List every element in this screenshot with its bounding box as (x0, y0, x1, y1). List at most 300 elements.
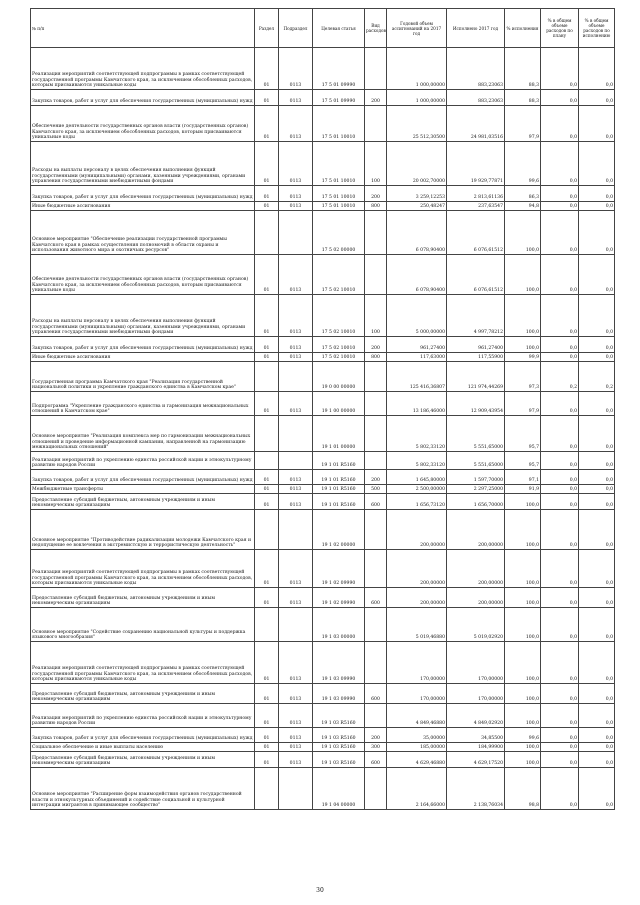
row-target-article: 19 0 00 00000 (313, 362, 365, 392)
header-target-article: Целевая статья (313, 9, 365, 48)
row-annual-plan: 6 078,90400 (387, 255, 447, 295)
row-podrazdel: 0113 (279, 470, 313, 485)
row-expense-type: 600 (365, 588, 387, 608)
row-executed: 6 076,61512 (447, 255, 505, 295)
row-razdel: 01 (255, 588, 279, 608)
row-percent-executed: 100,0 (505, 752, 541, 768)
row-target-article: 19 1 02 09990 (313, 588, 365, 608)
row-share-plan: 0,0 (541, 392, 579, 416)
row-target-article: 19 1 01 R5160 (313, 470, 365, 485)
row-target-article: 19 1 04 00000 (313, 768, 365, 810)
row-target-article: 19 1 03 R5160 (313, 704, 365, 728)
row-name: Основное мероприятие "Противодействие радикализации молодежи Камчатского края и недопущение ее вовлечения в экстремистскую и террористическую деятельность" (31, 510, 255, 550)
row-name: Государственная программа Камчатского края "Реализация государственной национальной политики и укрепление гражданского единства в Камчатском крае" (31, 362, 255, 392)
row-expense-type: 800 (365, 202, 387, 211)
row-executed: 12 909,43954 (447, 392, 505, 416)
row-expense-type: 600 (365, 684, 387, 704)
row-annual-plan: 200,00000 (387, 588, 447, 608)
row-podrazdel: 0113 (279, 186, 313, 202)
row-executed: 1 656,70000 (447, 494, 505, 510)
row-share-plan: 0,0 (541, 728, 579, 743)
row-razdel (255, 608, 279, 642)
row-share-plan: 0,0 (541, 704, 579, 728)
row-target-article: 17 5 01 10010 (313, 106, 365, 142)
row-percent-executed: 97,9 (505, 106, 541, 142)
table-row (31, 295, 615, 337)
header-percent-executed: % исполнения (505, 9, 541, 48)
row-annual-plan: 2 164,66000 (387, 768, 447, 810)
row-podrazdel: 0113 (279, 642, 313, 684)
row-razdel (255, 416, 279, 452)
row-percent-executed: 100,0 (505, 337, 541, 353)
row-podrazdel (279, 608, 313, 642)
row-annual-plan: 6 078,90400 (387, 211, 447, 255)
row-expense-type (365, 642, 387, 684)
row-target-article: 17 5 02 00000 (313, 211, 365, 255)
row-share-executed: 0,0 (579, 642, 615, 684)
table-row (31, 211, 615, 255)
row-share-executed: 0,0 (579, 752, 615, 768)
row-podrazdel: 0113 (279, 392, 313, 416)
row-expense-type: 200 (365, 470, 387, 485)
row-executed: 170,00000 (447, 684, 505, 704)
row-percent-executed: 100,0 (505, 704, 541, 728)
table-header-row (31, 9, 615, 48)
row-podrazdel: 0113 (279, 90, 313, 106)
row-executed: 883,23063 (447, 48, 505, 90)
row-expense-type (365, 362, 387, 392)
row-share-plan: 0,0 (541, 255, 579, 295)
row-expense-type: 800 (365, 353, 387, 362)
header-share-plan: % в общем объеме расходов по плану (541, 9, 579, 48)
row-razdel: 01 (255, 142, 279, 186)
table-row (31, 684, 615, 704)
table-row (31, 494, 615, 510)
row-expense-type (365, 392, 387, 416)
row-share-executed: 0,0 (579, 337, 615, 353)
row-percent-executed: 97,3 (505, 362, 541, 392)
table-row (31, 142, 615, 186)
row-share-executed: 0,0 (579, 494, 615, 510)
table-row (31, 337, 615, 353)
row-executed: 24 981,03516 (447, 106, 505, 142)
row-annual-plan: 13 186,46000 (387, 392, 447, 416)
row-share-plan: 0,0 (541, 470, 579, 485)
row-percent-executed: 100,0 (505, 510, 541, 550)
row-annual-plan: 185,00000 (387, 743, 447, 752)
row-share-executed: 0,0 (579, 588, 615, 608)
row-razdel: 01 (255, 255, 279, 295)
row-executed: 2 297,25000 (447, 485, 505, 494)
row-razdel: 01 (255, 337, 279, 353)
row-name: Межбюджетные трансферты (31, 485, 255, 494)
row-name: Социальное обеспечение и иные выплаты населению (31, 743, 255, 752)
row-podrazdel: 0113 (279, 485, 313, 494)
row-target-article: 19 1 03 R5160 (313, 743, 365, 752)
row-share-executed: 0,0 (579, 392, 615, 416)
row-razdel: 01 (255, 90, 279, 106)
table-row (31, 743, 615, 752)
row-executed: 200,00000 (447, 588, 505, 608)
row-annual-plan: 4 849,46880 (387, 704, 447, 728)
row-razdel (255, 362, 279, 392)
row-name: Реализация мероприятий по укреплению единства российской нации и этнокультурному развитию народов России (31, 452, 255, 470)
row-percent-executed: 99,9 (505, 353, 541, 362)
row-expense-type: 300 (365, 743, 387, 752)
row-expense-type: 200 (365, 90, 387, 106)
row-name: Иные бюджетные ассигнования (31, 202, 255, 211)
row-share-plan: 0,0 (541, 608, 579, 642)
row-expense-type (365, 768, 387, 810)
row-expense-type (365, 608, 387, 642)
header-annual-plan: Годовой объем ассигнований на 2017 год (387, 9, 447, 48)
table-row (31, 510, 615, 550)
row-podrazdel (279, 211, 313, 255)
row-percent-executed: 95,7 (505, 452, 541, 470)
table-row (31, 642, 615, 684)
row-razdel: 01 (255, 704, 279, 728)
row-name: Расходы на выплаты персоналу в целях обеспечения выполнения функций государственными (муниципальными) органами, казенными учреждениями, органами управления государственными внебюджетными фондами (31, 142, 255, 186)
header-expense-type: Вид расходов (365, 9, 387, 48)
row-executed: 34,85500 (447, 728, 505, 743)
row-executed: 184,99900 (447, 743, 505, 752)
table-row (31, 202, 615, 211)
table-row (31, 106, 615, 142)
row-annual-plan: 1 645,80000 (387, 470, 447, 485)
row-share-plan: 0,0 (541, 752, 579, 768)
row-share-plan: 0,0 (541, 684, 579, 704)
row-share-executed: 0,0 (579, 416, 615, 452)
table-row (31, 728, 615, 743)
row-name: Предоставление субсидий бюджетным, автономным учреждениям и иным некоммерческим организациям (31, 752, 255, 768)
row-share-plan: 0,0 (541, 142, 579, 186)
row-executed: 5 551,65000 (447, 416, 505, 452)
page-number: 30 (316, 887, 324, 894)
row-name: Расходы на выплаты персоналу в целях обеспечения выполнения функций государственными (муниципальными) органами, казенными учреждениями, органами управления государственными внебюджетными фондами (31, 295, 255, 337)
row-annual-plan: 250,48247 (387, 202, 447, 211)
row-annual-plan: 3 259,12253 (387, 186, 447, 202)
row-share-executed: 0,0 (579, 485, 615, 494)
row-percent-executed: 100,0 (505, 684, 541, 704)
row-target-article: 17 5 01 09990 (313, 48, 365, 90)
row-podrazdel (279, 768, 313, 810)
row-name: Предоставление субсидий бюджетным, автономным учреждениям и иным некоммерческим организациям (31, 684, 255, 704)
row-share-plan: 0,0 (541, 494, 579, 510)
row-executed: 6 076,61512 (447, 211, 505, 255)
row-percent-executed: 100,0 (505, 642, 541, 684)
row-executed: 237,63547 (447, 202, 505, 211)
row-podrazdel: 0113 (279, 353, 313, 362)
row-share-executed: 0,0 (579, 608, 615, 642)
row-target-article: 19 1 00 00000 (313, 392, 365, 416)
table-row (31, 470, 615, 485)
row-podrazdel: 0113 (279, 295, 313, 337)
row-podrazdel: 0113 (279, 337, 313, 353)
row-target-article: 19 1 03 00000 (313, 608, 365, 642)
row-share-executed: 0,0 (579, 211, 615, 255)
row-name: Закупка товаров, работ и услуг для обеспечения государственных (муниципальных) нужд (31, 90, 255, 106)
table-row (31, 485, 615, 494)
row-share-plan: 0,0 (541, 550, 579, 588)
row-share-executed: 0,0 (579, 550, 615, 588)
row-razdel: 01 (255, 106, 279, 142)
row-percent-executed: 99,6 (505, 142, 541, 186)
row-share-executed: 0,0 (579, 510, 615, 550)
row-target-article: 19 1 03 09990 (313, 642, 365, 684)
row-name: Иные бюджетные ассигнования (31, 353, 255, 362)
row-target-article: 17 5 02 10010 (313, 337, 365, 353)
row-expense-type: 600 (365, 752, 387, 768)
row-percent-executed: 100,0 (505, 211, 541, 255)
row-name: Реализация мероприятий соответствующей подпрограммы в рамках соответствующей государственной программы Камчатского края, за исключением обособленных расходов, которым присваиваются уникальные коды (31, 642, 255, 684)
row-annual-plan: 170,00000 (387, 684, 447, 704)
row-razdel: 01 (255, 550, 279, 588)
row-share-executed: 0,0 (579, 768, 615, 810)
row-podrazdel (279, 362, 313, 392)
row-target-article: 17 5 02 10010 (313, 255, 365, 295)
row-executed: 200,00000 (447, 550, 505, 588)
row-podrazdel: 0113 (279, 48, 313, 90)
row-annual-plan: 125 416,36807 (387, 362, 447, 392)
row-executed: 2 813,61136 (447, 186, 505, 202)
row-percent-executed: 100,0 (505, 494, 541, 510)
row-expense-type: 200 (365, 186, 387, 202)
row-expense-type: 500 (365, 485, 387, 494)
row-annual-plan: 4 629,46880 (387, 752, 447, 768)
row-share-plan: 0,0 (541, 353, 579, 362)
row-percent-executed: 98,8 (505, 768, 541, 810)
row-annual-plan: 35,00000 (387, 728, 447, 743)
table-row (31, 768, 615, 810)
row-share-plan: 0,0 (541, 211, 579, 255)
row-share-plan: 0,0 (541, 202, 579, 211)
row-executed: 5 019,02920 (447, 608, 505, 642)
row-executed: 117,55900 (447, 353, 505, 362)
row-razdel (255, 510, 279, 550)
row-podrazdel: 0113 (279, 550, 313, 588)
row-share-executed: 0,0 (579, 452, 615, 470)
row-razdel: 01 (255, 202, 279, 211)
row-share-plan: 0,0 (541, 186, 579, 202)
row-share-plan: 0,0 (541, 295, 579, 337)
row-percent-executed: 91,9 (505, 485, 541, 494)
row-annual-plan: 2 500,00000 (387, 485, 447, 494)
row-podrazdel (279, 510, 313, 550)
row-target-article: 17 5 02 10010 (313, 295, 365, 337)
row-percent-executed: 95,7 (505, 416, 541, 452)
row-target-article: 19 1 01 R5160 (313, 452, 365, 470)
row-expense-type (365, 550, 387, 588)
row-executed: 200,00000 (447, 510, 505, 550)
row-podrazdel: 0113 (279, 255, 313, 295)
row-name: Реализация мероприятий соответствующей подпрограммы в рамках соответствующей государственной программы Камчатского края, за исключением обособленных расходов, которым присваиваются уникальные коды (31, 550, 255, 588)
row-percent-executed: 100,0 (505, 295, 541, 337)
row-share-plan: 0,0 (541, 106, 579, 142)
row-target-article: 19 1 03 R5160 (313, 752, 365, 768)
row-expense-type (365, 452, 387, 470)
row-annual-plan: 200,00000 (387, 550, 447, 588)
row-expense-type (365, 211, 387, 255)
row-podrazdel (279, 416, 313, 452)
row-percent-executed: 100,0 (505, 550, 541, 588)
budget-execution-table (30, 8, 615, 810)
header-share-executed: % в общем объеме расходов по исполнению (579, 9, 615, 48)
row-expense-type (365, 510, 387, 550)
row-target-article: 17 5 02 10010 (313, 353, 365, 362)
table-row (31, 452, 615, 470)
table-row (31, 392, 615, 416)
row-razdel: 01 (255, 186, 279, 202)
row-executed: 4 849,02920 (447, 704, 505, 728)
row-razdel: 01 (255, 728, 279, 743)
row-share-plan: 0,0 (541, 510, 579, 550)
row-percent-executed: 100,0 (505, 743, 541, 752)
row-percent-executed: 97,9 (505, 392, 541, 416)
row-share-plan: 0,0 (541, 588, 579, 608)
row-podrazdel: 0113 (279, 752, 313, 768)
row-target-article: 17 5 01 10010 (313, 186, 365, 202)
row-expense-type (365, 255, 387, 295)
table-row (31, 550, 615, 588)
row-percent-executed: 99,6 (505, 728, 541, 743)
row-razdel (255, 768, 279, 810)
row-share-executed: 0,0 (579, 90, 615, 106)
row-target-article: 17 5 01 10010 (313, 202, 365, 211)
row-annual-plan: 1 000,00000 (387, 90, 447, 106)
row-razdel: 01 (255, 743, 279, 752)
row-expense-type (365, 416, 387, 452)
row-share-executed: 0,0 (579, 106, 615, 142)
row-share-plan: 0,0 (541, 452, 579, 470)
row-share-executed: 0,0 (579, 202, 615, 211)
row-expense-type: 200 (365, 337, 387, 353)
row-percent-executed: 88,3 (505, 48, 541, 90)
row-name: Реализация мероприятий соответствующей подпрограммы в рамках соответствующей государственной программы Камчатского края, за исключением обособленных расходов, которым присваиваются уникальные коды (31, 48, 255, 90)
row-executed: 19 929,77871 (447, 142, 505, 186)
row-expense-type: 100 (365, 142, 387, 186)
table-row (31, 704, 615, 728)
header-number: № п/п (31, 9, 255, 48)
row-executed: 4 629,17520 (447, 752, 505, 768)
row-name: Закупка товаров, работ и услуг для обеспечения государственных (муниципальных) нужд (31, 186, 255, 202)
table-row (31, 90, 615, 106)
row-annual-plan: 20 002,70000 (387, 142, 447, 186)
row-razdel: 01 (255, 752, 279, 768)
header-executed: Исполнено 2017 год (447, 9, 505, 48)
row-podrazdel: 0113 (279, 728, 313, 743)
row-podrazdel: 0113 (279, 743, 313, 752)
table-row (31, 362, 615, 392)
row-executed: 883,23063 (447, 90, 505, 106)
row-razdel: 01 (255, 684, 279, 704)
row-podrazdel: 0113 (279, 202, 313, 211)
row-executed: 5 551,65000 (447, 452, 505, 470)
row-annual-plan: 1 656,73120 (387, 494, 447, 510)
row-share-executed: 0,0 (579, 728, 615, 743)
row-executed: 4 997,78212 (447, 295, 505, 337)
row-razdel (255, 211, 279, 255)
row-expense-type (365, 704, 387, 728)
row-razdel (255, 452, 279, 470)
row-share-executed: 0,0 (579, 704, 615, 728)
table-row (31, 752, 615, 768)
table-row (31, 48, 615, 90)
table-row (31, 353, 615, 362)
row-annual-plan: 25 512,30500 (387, 106, 447, 142)
row-name: Подпрограмма "Укрепление гражданского единства и гармонизация межнациональных отношений в Камчатском крае" (31, 392, 255, 416)
row-share-executed: 0,2 (579, 362, 615, 392)
row-share-plan: 0,0 (541, 768, 579, 810)
row-name: Закупка товаров, работ и услуг для обеспечения государственных (муниципальных) нужд (31, 728, 255, 743)
row-podrazdel: 0113 (279, 684, 313, 704)
report-page (30, 8, 614, 810)
row-target-article: 19 1 03 R5160 (313, 728, 365, 743)
row-share-executed: 0,0 (579, 186, 615, 202)
row-razdel: 01 (255, 353, 279, 362)
table-row (31, 608, 615, 642)
row-razdel: 01 (255, 642, 279, 684)
row-percent-executed: 100,0 (505, 255, 541, 295)
row-share-executed: 0,0 (579, 353, 615, 362)
row-podrazdel (279, 452, 313, 470)
row-share-executed: 0,0 (579, 255, 615, 295)
row-share-executed: 0,0 (579, 470, 615, 485)
row-share-plan: 0,0 (541, 48, 579, 90)
row-razdel: 01 (255, 392, 279, 416)
row-target-article: 19 1 03 09990 (313, 684, 365, 704)
row-percent-executed: 88,3 (505, 90, 541, 106)
table-row (31, 588, 615, 608)
row-target-article: 17 5 01 10010 (313, 142, 365, 186)
row-target-article: 19 1 01 00000 (313, 416, 365, 452)
row-share-plan: 0,0 (541, 642, 579, 684)
row-share-plan: 0,0 (541, 337, 579, 353)
row-razdel: 01 (255, 494, 279, 510)
row-percent-executed: 94,8 (505, 202, 541, 211)
row-executed: 170,00000 (447, 642, 505, 684)
table-row (31, 255, 615, 295)
row-razdel: 01 (255, 485, 279, 494)
row-razdel: 01 (255, 48, 279, 90)
row-razdel: 01 (255, 470, 279, 485)
row-podrazdel: 0113 (279, 106, 313, 142)
row-expense-type (365, 106, 387, 142)
row-share-plan: 0,0 (541, 485, 579, 494)
row-executed: 121 974,44269 (447, 362, 505, 392)
row-expense-type: 200 (365, 728, 387, 743)
table-body (31, 48, 615, 810)
row-name: Предоставление субсидий бюджетным, автономным учреждениям и иным некоммерческим организациям (31, 494, 255, 510)
row-podrazdel: 0113 (279, 588, 313, 608)
row-name: Реализация мероприятий по укреплению единства российской нации и этнокультурному развитию народов России (31, 704, 255, 728)
row-podrazdel: 0113 (279, 494, 313, 510)
row-share-executed: 0,0 (579, 684, 615, 704)
row-executed: 961,27400 (447, 337, 505, 353)
row-annual-plan: 1 000,00000 (387, 48, 447, 90)
row-share-executed: 0,0 (579, 48, 615, 90)
row-annual-plan: 170,00000 (387, 642, 447, 684)
row-podrazdel: 0113 (279, 142, 313, 186)
row-target-article: 17 5 01 09990 (313, 90, 365, 106)
row-percent-executed: 100,0 (505, 608, 541, 642)
row-target-article: 19 1 01 R5160 (313, 494, 365, 510)
row-annual-plan: 5 019,46880 (387, 608, 447, 642)
row-name: Основное мероприятие "Обеспечение реализации государственной программы Камчатского края в рамках осуществления полномочий в области охраны и использования животного мира и охотничьих ресурсов" (31, 211, 255, 255)
row-share-executed: 0,0 (579, 295, 615, 337)
row-name: Основное мероприятие "Реализация комплекса мер по гармонизации межнациональных отношений и проведение информационной кампании, направленной на гармонизацию межнациональных отношений" (31, 416, 255, 452)
row-name: Закупка товаров, работ и услуг для обеспечения государственных (муниципальных) нужд (31, 337, 255, 353)
table-row (31, 416, 615, 452)
